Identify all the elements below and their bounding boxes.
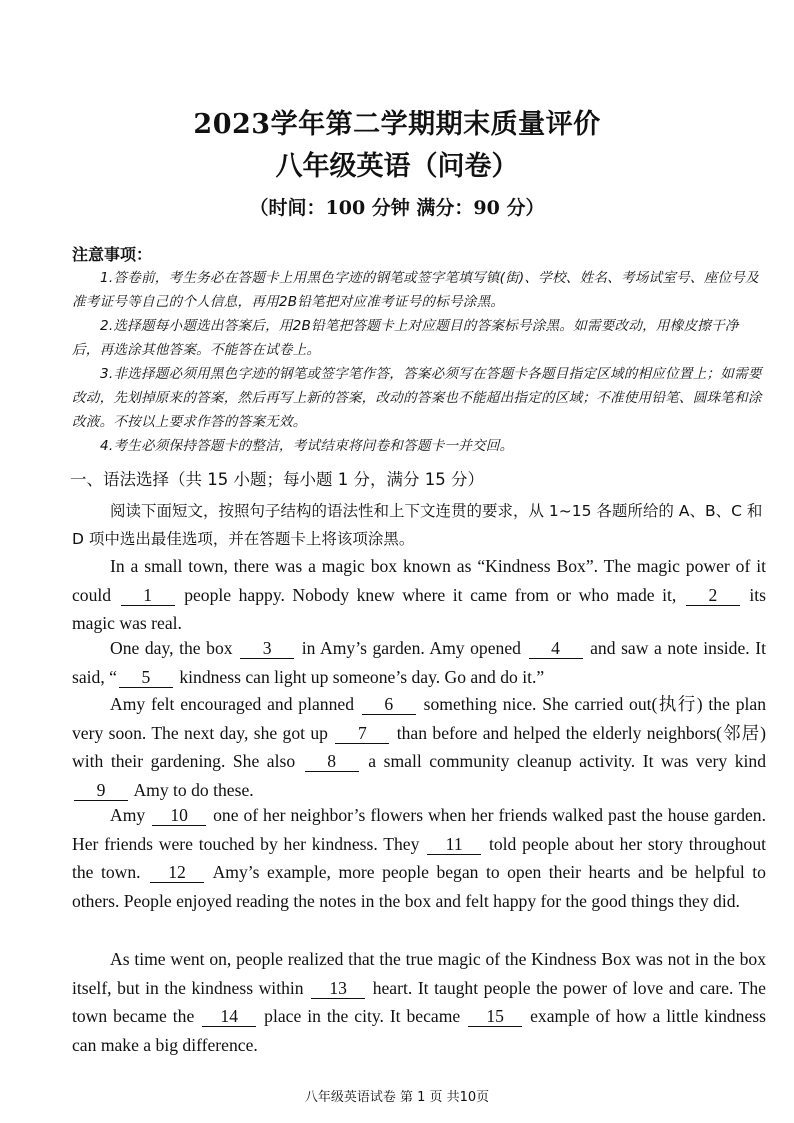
passage-text: example of how a little kindness can make a big difference. [72,1006,766,1055]
blank-5: 5 [119,667,173,688]
passage-text: heart. It taught people the power of love and care. The town became the [72,977,766,1026]
passage-text: something nice. She carried out(执行) the plan very soon. The next day, she got up [72,694,767,743]
notice-item-4: 4.考生必须保持答题卡的整洁，考试结束将问卷和答题卡一并交回。 [100,438,514,454]
passage-text: one of her neighbor’s flowers when her friends walked past the house garden. Her friends were touched by her kindness. They [72,805,766,854]
blank-8: 8 [305,751,359,772]
passage-text: One day, the box [110,638,233,658]
exam-subtitle: 八年级英语（问卷） [275,151,519,182]
exam-meta: （时间：100 分钟 满分：90 分） [249,197,545,219]
passage-text: Amy [110,805,146,825]
passage-text: than before and helped the elderly neighbors(邻居) with their gardening. She also [72,722,766,771]
passage-text: in Amy’s garden. Amy opened [301,638,521,658]
blank-1: 1 [121,585,175,606]
blank-15: 15 [468,1006,522,1027]
passage-paragraph-1 [72,552,766,638]
blank-4: 4 [529,638,583,659]
notice-item-1: 1.答卷前，考生务必在答题卡上用黑色字迹的钢笔或签字笔填写镇(街)、学校、姓名、考场试室号、座位号及准考证号等自己的个人信息，再用2B铅笔把对应准考证号的标号涂黑。 [72,270,759,310]
blank-13: 13 [311,978,365,999]
blank-6: 6 [362,694,416,715]
passage-text: its magic was real. [72,584,767,633]
blank-3: 3 [240,638,294,659]
notice-item-2: 2.选择题每小题选出答案后，用2B铅笔把答题卡上对应题目的答案标号涂黑。如需要改动，用橡皮擦干净后，再选涂其他答案。不能答在试卷上。 [72,318,739,358]
section-heading: 一、语法选择（共 15 小题；每小题 1 分，满分 15 分） [70,470,484,489]
blank-10: 10 [152,805,206,826]
blank-9: 9 [74,780,128,801]
passage-text: Amy to do these. [133,779,254,800]
passage-text: Amy felt encouraged and planned [110,694,354,714]
blank-11: 11 [427,834,481,855]
blank-7: 7 [335,723,389,744]
notice-item-3: 3.非选择题必须用黑色字迹的钢笔或签字笔作答，答案必须写在答题卡各题目指定区域的相应位置上；如需要改动，先划掉原来的答案，然后再写上新的答案，改动的答案也不能超出指定的区域；不准使用铅笔、圆珠笔和涂改液。不按以上要求作答的答案无效。 [72,366,762,430]
blank-14: 14 [202,1006,256,1027]
passage-paragraph-2 [72,634,766,691]
passage-text: and saw a note inside. It said, “ [72,638,766,687]
passage-text: Amy’s example, more people began to open their hearts and be helpful to others. People enjoyed reading the notes in the box and felt happy for the good things they did. [72,862,766,911]
exam-title: 2023学年第二学期期末质量评价 [193,109,601,140]
passage-paragraph-5 [72,945,766,1059]
blank-12: 12 [150,862,204,883]
passage-text: told people about her story throughout the town. [72,833,767,882]
passage-text: kindness can light up someone’s day. Go and do it.” [179,666,545,687]
passage-paragraph-4 [72,801,766,915]
page-footer: 八年级英语试卷 第 1 页 共10页 [304,1090,490,1105]
section-instruction: 阅读下面短文，按照句子结构的语法性和上下文连贯的要求，从 1~15 各题所给的 A、B、C 和 D 项中选出最佳选项，并在答题卡上将该项涂黑。 [72,502,763,548]
passage-paragraph-3 [72,690,766,804]
passage-text: In a small town, there was a magic box known as “Kindness Box”. The magic power of it could [72,556,766,605]
passage-text: place in the city. It became [264,1006,461,1026]
passage-text: people happy. Nobody knew where it came from or who made it, [184,584,677,605]
passage-text: a small community cleanup activity. It was very kind [368,751,766,771]
blank-2: 2 [686,585,740,606]
passage-text: As time went on, people realized that the true magic of the Kindness Box was not in the box itself, but in the kindness within [72,949,766,998]
notice-heading: 注意事项： [72,245,153,264]
